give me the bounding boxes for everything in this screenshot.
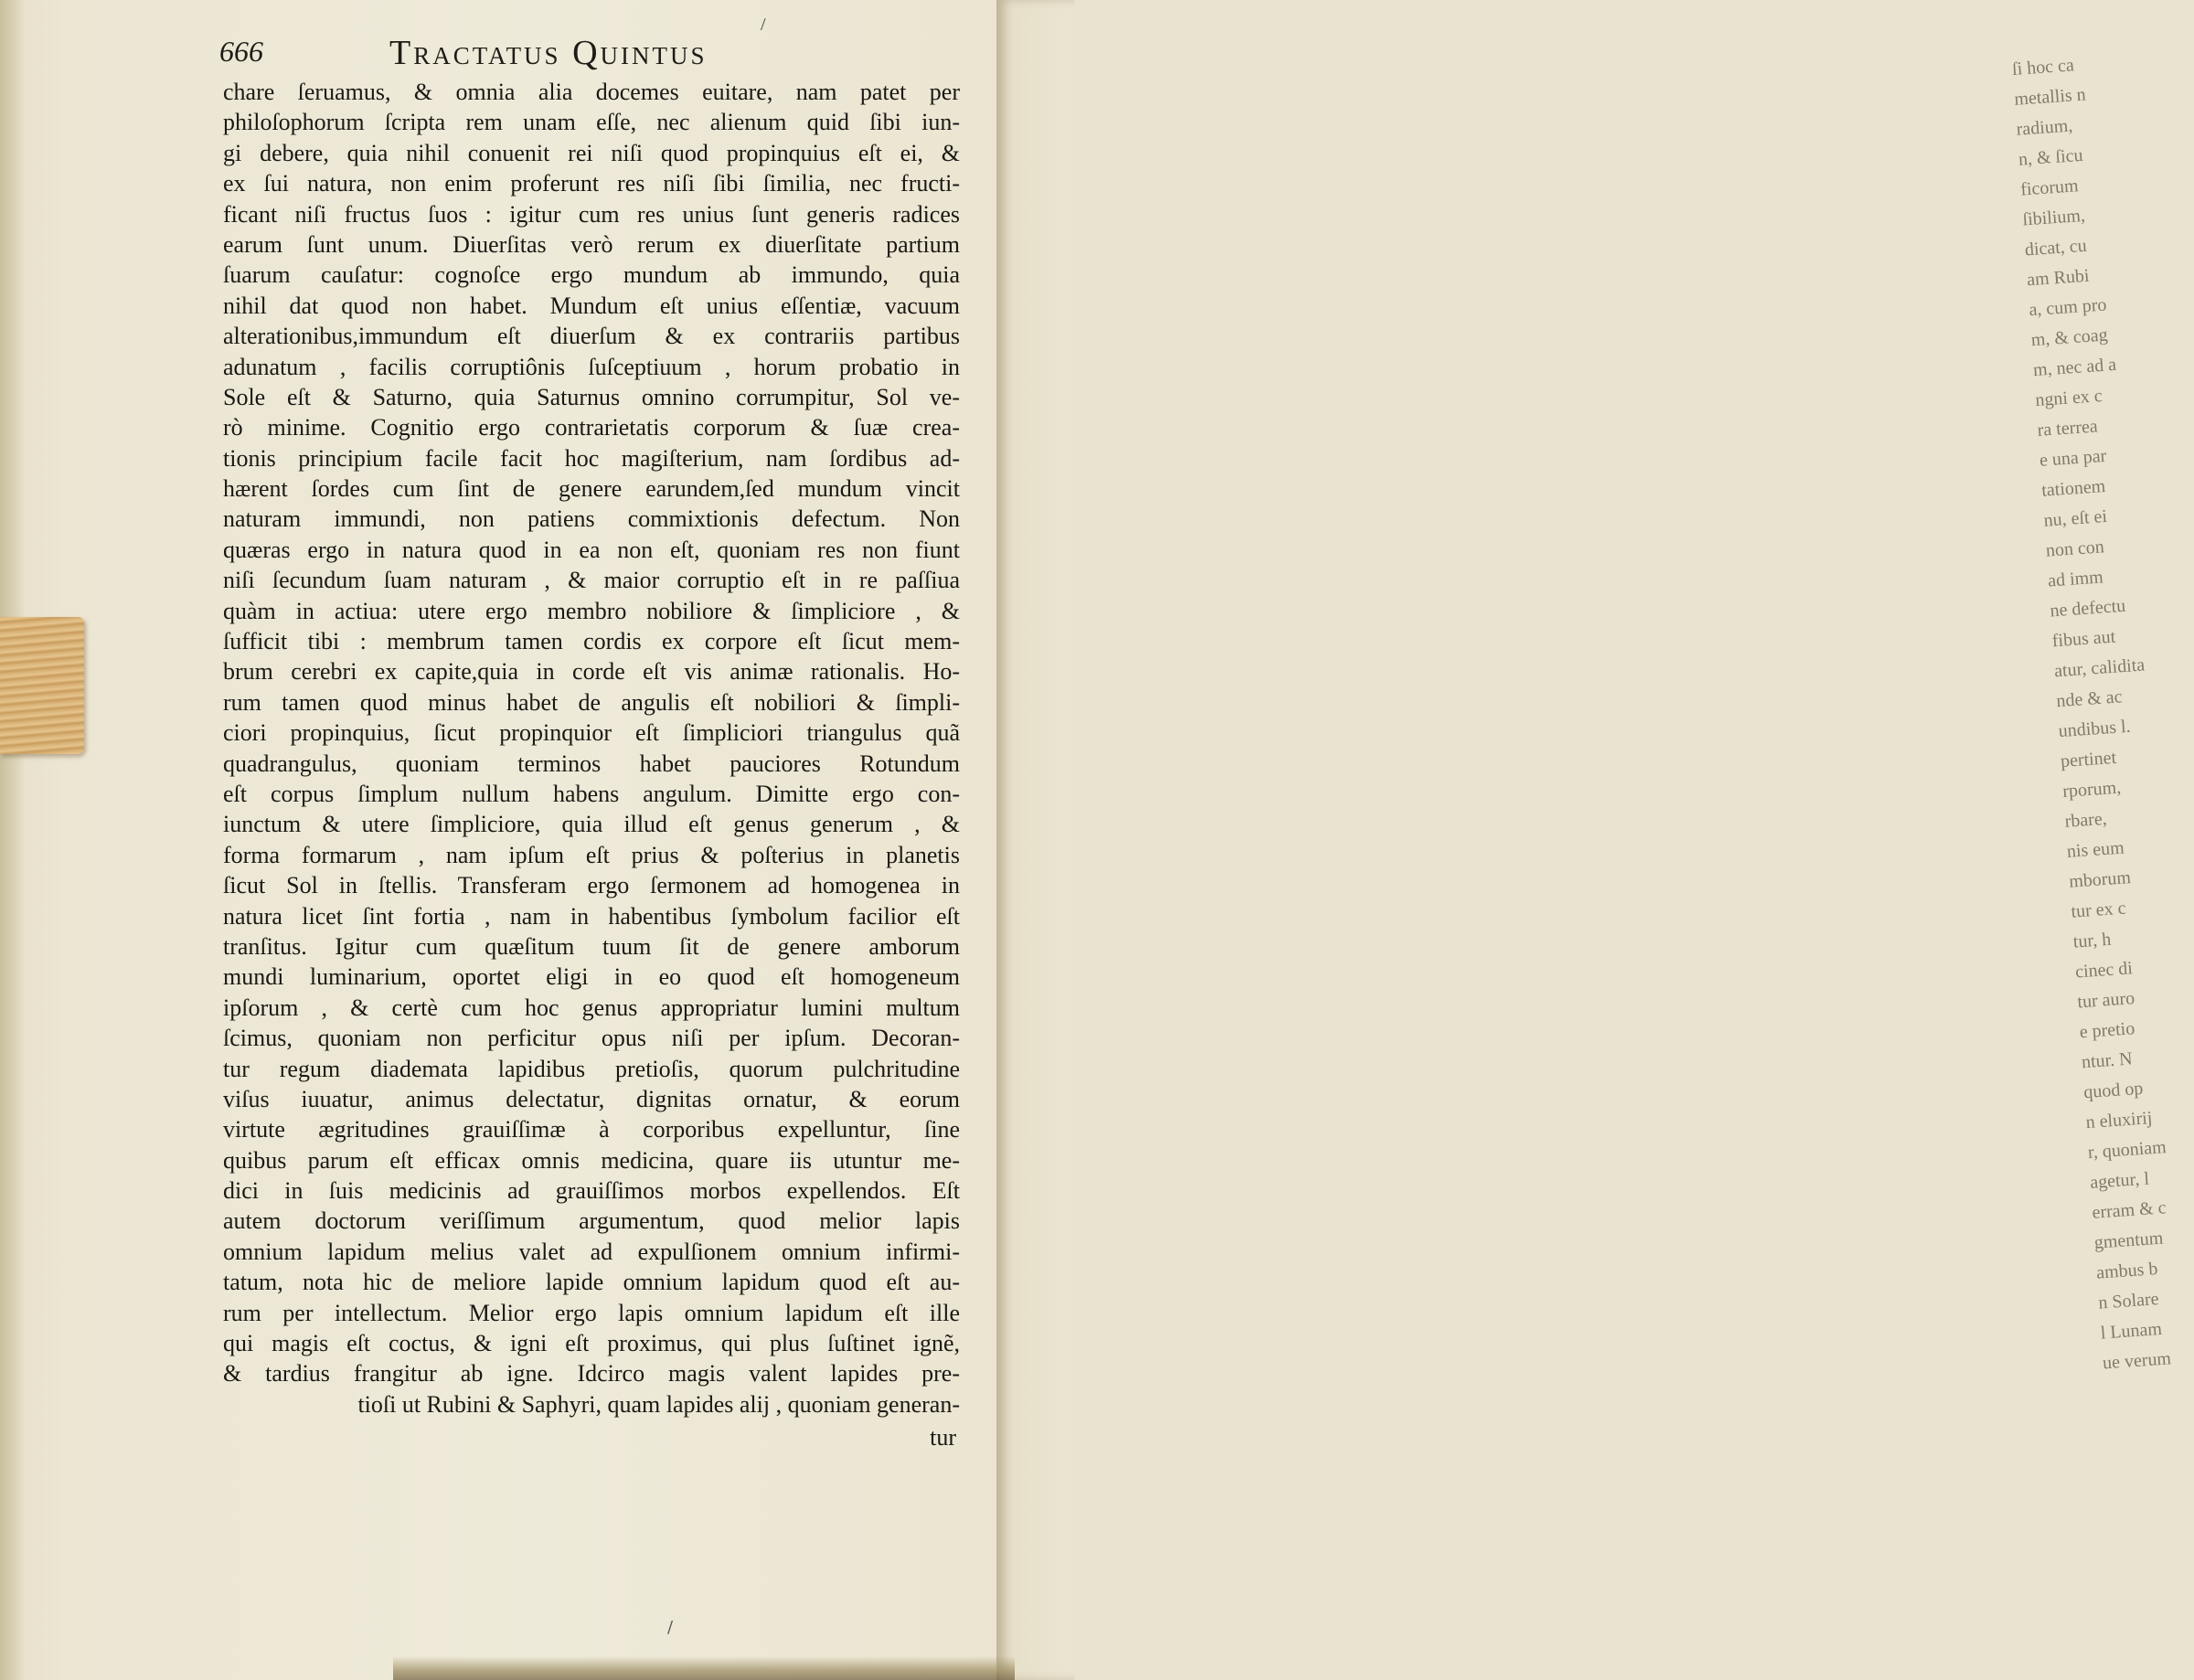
text-line: hærent ſordes cum ſint de genere earundem,ſed mundum vincit xyxy=(223,475,960,503)
text-line: & tardius frangitur ab igne. Idcirco magis valent lapides pre- xyxy=(223,1360,960,1388)
text-line: quibus parum eſt efficax omnis medicina, quare iis utuntur me- xyxy=(223,1146,960,1174)
text-line: tur regum diademata lapidibus pretioſis, quorum pulchritudine xyxy=(223,1055,960,1082)
text-line: ſufficit tibi : membrum tamen cordis ex corpore eſt ſicut mem- xyxy=(223,628,960,655)
facing-page-line: rporum, xyxy=(2061,777,2122,803)
facing-page-edge xyxy=(996,0,2172,1680)
facing-page-line: nu, eſt ei xyxy=(2042,505,2108,531)
book-gutter-edge xyxy=(0,0,24,1680)
text-line: brum cerebri ex capite,quia in corde eſt vis animæ rationalis. Ho- xyxy=(223,658,960,686)
text-line: ſuarum cauſatur: cognoſce ergo mundum ab immundo, quia xyxy=(223,261,960,289)
facing-page-line: ficorum xyxy=(2019,175,2080,200)
facing-page-line: tur, h xyxy=(2072,929,2112,952)
text-line: autem doctorum veriſſimum argumentum, quod melior lapis xyxy=(223,1207,960,1235)
text-line: nihil dat quod non habet. Mundum eſt unius eſſentiæ, vacuum xyxy=(223,292,960,319)
text-line: tioſi ut Rubini & Saphyri, quam lapides alij , quoniam generan- xyxy=(357,1390,960,1418)
facing-page-line: nde & ac xyxy=(2055,686,2124,712)
facing-page-line: n eluxirij xyxy=(2084,1108,2154,1133)
text-line: earum ſunt unum. Diuerſitas verò rerum ex diuerſitate partium xyxy=(223,230,960,258)
facing-page-line: am Rubi xyxy=(2026,265,2091,291)
text-line: naturam immundi, non patiens commixtionis defectum. Non xyxy=(223,505,960,533)
page-header xyxy=(219,15,969,77)
text-line: qui magis eſt coctus, & igni eſt proximus, qui plus ſuſtinet ignẽ, xyxy=(223,1330,960,1357)
bottom-edge-shadow xyxy=(393,1656,1015,1680)
facing-page-line: ad imm xyxy=(2047,567,2104,591)
text-line: chare ſeruamus, & omnia alia docemes euitare, nam patet per xyxy=(223,79,960,105)
text-line: rò minime. Cognitio ergo contrarietatis corporum & ſuæ crea- xyxy=(223,414,960,441)
facing-page-line: ra terrea xyxy=(2036,416,2099,441)
facing-page-line: radium, xyxy=(2015,115,2073,140)
text-line: gi debere, quia nihil conuenit rei niſi quod propinquius eſt ei, & xyxy=(223,139,960,166)
text-line: quàm in actiua: utere ergo membro nobiliore & ſimpliciore , & xyxy=(223,597,960,624)
text-line: quadrangulus, quoniam terminos habet pauciores Rotundum xyxy=(223,750,960,777)
text-line: viſus iuuatur, animus delectatur, dignitas ornatur, & eorum xyxy=(223,1085,960,1112)
text-line: tatum, nota hic de meliore lapide omnium lapidum quod eſt au- xyxy=(223,1269,960,1296)
text-line: virtute ægritudines grauiſſimæ à corporibus expelluntur, ſine xyxy=(223,1116,960,1143)
text-line: rum per intellectum. Melior ergo lapis omnium lapidum eſt ille xyxy=(223,1299,960,1326)
text-line: mundi luminarium, oportet eligi in eo quod eſt homogeneum xyxy=(223,963,960,991)
text-line: natura licet ſint fortia , nam in habentibus ſymbolum facilior eſt xyxy=(223,902,960,930)
facing-page-line: non con xyxy=(2045,537,2105,561)
text-line: eſt corpus ſimplum nullum habens angulum. Dimitte ergo con- xyxy=(223,780,960,807)
facing-page-line: dicat, cu xyxy=(2024,235,2088,261)
text-line: iunctum & utere ſimpliciore, quia illud eſt genus generum , & xyxy=(223,811,960,838)
text-line: adunatum , facilis corruptiônis ſuſceptiuum , horum probatio in xyxy=(223,353,960,380)
body-text xyxy=(223,77,960,1419)
text-line: ipſorum , & certè cum hoc genus appropriatur lumini multum xyxy=(223,994,960,1021)
text-line: dici in ſuis medicinis ad grauiſſimos morbos expellendos. Eſt xyxy=(223,1177,960,1205)
text-line: forma formarum , nam ipſum eſt prius & poſterius in planetis xyxy=(223,841,960,868)
text-line: ſcimus, quoniam non perficitur opus niſi per ipſum. Decoran- xyxy=(223,1025,960,1052)
text-line: Sole eſt & Saturno, quia Saturnus omnino corrumpitur, Sol ve- xyxy=(223,383,960,410)
facing-page-line: cinec di xyxy=(2074,958,2134,983)
facing-page-line: agetur, l xyxy=(2089,1168,2150,1193)
text-line: alterationibus,immundum eſt diuerſum & ex contrariis partibus xyxy=(223,323,960,350)
text-line: tionis principium facile facit hoc magiſterium, nam ſordibus ad- xyxy=(223,444,960,472)
facing-page-line: ntur. N xyxy=(2081,1048,2134,1073)
text-line: quæras ergo in natura quod in ea non eſt, quoniam res non fiunt xyxy=(223,536,960,563)
text-line: ciori propinquius, ſicut propinquior eſt ſimpliciori triangulus quã xyxy=(223,719,960,747)
facing-page-line: nis eum xyxy=(2066,837,2125,862)
facing-page-line: atur, calidita xyxy=(2053,654,2146,682)
facing-page-line: gmentum xyxy=(2093,1228,2165,1253)
facing-page-line: n, & ſicu xyxy=(2018,144,2084,170)
running-head: Tractatus Quintus xyxy=(389,34,708,72)
facing-page-line: ngni ex c xyxy=(2034,385,2103,411)
text-line: tranſitus. Igitur cum quæſitum tuum ſit de genere amborum xyxy=(223,932,960,960)
facing-page-text xyxy=(2011,51,2172,1379)
facing-page-line: metallis n xyxy=(2013,84,2087,110)
facing-page-line: tationem xyxy=(2040,475,2106,501)
facing-page-line: tur ex c xyxy=(2070,898,2127,922)
catchword: tur xyxy=(930,1424,956,1451)
facing-page-line: tur auro xyxy=(2076,988,2135,1013)
facing-page-line: m, & coag xyxy=(2030,324,2109,351)
facing-page-line: fibus aut xyxy=(2051,626,2116,652)
page-number: 666 xyxy=(219,35,263,68)
facing-page-line: n Solare xyxy=(2097,1289,2160,1313)
text-line: rum tamen quod minus habet de angulis eſt nobiliori & ſimpli- xyxy=(223,688,960,716)
text-line: niſi ſecundum ſuam naturam , & maior corruptio eſt in re paſſiua xyxy=(223,567,960,594)
text-line: omnium lapidum melius valet ad expulſionem omnium infirmi- xyxy=(223,1238,960,1265)
text-line: ficant niſi fructus ſuos : igitur cum res unius ſunt generis radices xyxy=(223,200,960,228)
facing-page-line: undibus l. xyxy=(2057,716,2132,742)
facing-page-line: mborum xyxy=(2068,867,2132,892)
facing-page-line: r, quoniam xyxy=(2087,1137,2167,1164)
facing-page-line: ne defectu xyxy=(2049,595,2126,622)
wooden-bookmark-tab xyxy=(0,617,84,754)
facing-page-line: quod op xyxy=(2082,1078,2144,1103)
header-stray-mark: / xyxy=(761,15,766,35)
text-line: ſicut Sol in ſtellis. Transferam ergo ſermonem ad homogenea in xyxy=(223,872,960,899)
facing-page-line: e una par xyxy=(2039,445,2107,471)
facing-page-line: pertinet xyxy=(2060,747,2117,772)
facing-page-line: l Lunam xyxy=(2100,1318,2163,1344)
facing-page-line: ambus b xyxy=(2095,1259,2159,1283)
footer-stray-mark: / xyxy=(667,1618,674,1637)
facing-page-line: ſibilium, xyxy=(2021,205,2086,230)
facing-page-line: ſi hoc ca xyxy=(2011,55,2075,80)
facing-page-line: erram & c xyxy=(2091,1197,2167,1223)
text-line: ex ſui natura, non enim proferunt res niſi ſibi ſimilia, nec fructi- xyxy=(223,170,960,197)
facing-page-line: a, cum pro xyxy=(2028,294,2108,321)
facing-page-line: ue verum xyxy=(2102,1348,2172,1374)
facing-page-line: e pretio xyxy=(2079,1018,2135,1043)
facing-page-line: rbare, xyxy=(2063,808,2108,832)
text-line: philoſophorum ſcripta rem unam eſſe, nec alienum quid ſibi iun- xyxy=(223,109,960,136)
facing-page-line: m, nec ad a xyxy=(2032,354,2117,381)
